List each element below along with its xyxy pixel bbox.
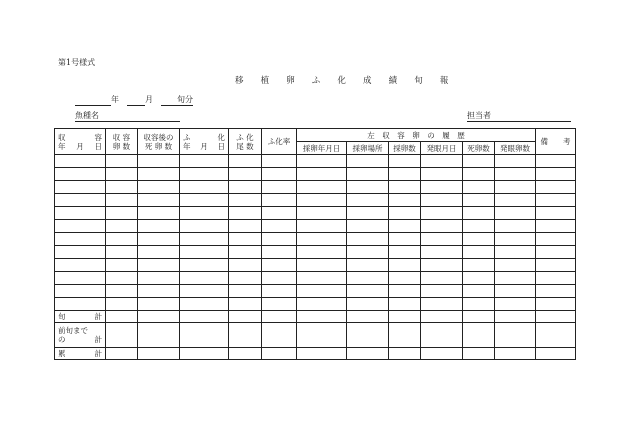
cell[interactable] (229, 194, 262, 207)
header-sub-dead-count: 死卵数 (463, 142, 495, 155)
cell[interactable] (347, 285, 389, 298)
cell[interactable] (297, 298, 347, 311)
header-collected-eggs (106, 129, 138, 155)
cell[interactable] (347, 259, 389, 272)
table-row (55, 272, 576, 285)
cell[interactable] (463, 207, 495, 220)
cell[interactable] (262, 155, 297, 168)
cell[interactable] (297, 285, 347, 298)
cell[interactable] (297, 272, 347, 285)
cell[interactable] (389, 323, 421, 348)
cell[interactable] (138, 194, 180, 207)
header-sub-collection-place: 採卵場所 (347, 142, 389, 155)
cell[interactable] (262, 246, 297, 259)
cell[interactable] (138, 311, 180, 323)
cell[interactable] (180, 272, 229, 285)
cell[interactable] (463, 194, 495, 207)
cell[interactable] (389, 259, 421, 272)
cell[interactable] (229, 259, 262, 272)
cell[interactable] (262, 233, 297, 246)
cell[interactable] (347, 348, 389, 360)
header-hatch-count-line2: 尾 数 (236, 141, 254, 151)
cell[interactable] (389, 348, 421, 360)
cell[interactable] (421, 298, 463, 311)
cell[interactable] (389, 285, 421, 298)
cell[interactable] (297, 348, 347, 360)
cell[interactable] (229, 207, 262, 220)
cell[interactable] (55, 259, 106, 272)
cell[interactable] (347, 311, 389, 323)
cell[interactable] (347, 194, 389, 207)
cell[interactable] (262, 298, 297, 311)
cell[interactable] (347, 168, 389, 181)
cell[interactable] (536, 233, 576, 246)
header-hatch-count-line1: ふ 化 (236, 132, 254, 142)
cell[interactable] (536, 246, 576, 259)
header-hatch-date-line1: ふ 化 (183, 132, 225, 142)
cell[interactable] (262, 194, 297, 207)
table-row (55, 168, 576, 181)
cell[interactable] (536, 194, 576, 207)
cell[interactable] (463, 348, 495, 360)
header-sub-collected-count: 採卵数 (389, 142, 421, 155)
footer-prior-total (55, 323, 106, 348)
table-row (55, 233, 576, 246)
footer-grand-total-label: 累 計 (58, 349, 102, 358)
cell[interactable] (106, 272, 138, 285)
cell[interactable] (106, 311, 138, 323)
cell[interactable] (463, 323, 495, 348)
cell[interactable] (55, 233, 106, 246)
cell[interactable] (421, 155, 463, 168)
header-dead-after (138, 129, 180, 155)
cell[interactable] (536, 311, 576, 323)
cell[interactable] (389, 272, 421, 285)
cell[interactable] (262, 259, 297, 272)
cell[interactable] (495, 155, 536, 168)
table-row (55, 194, 576, 207)
cell[interactable] (495, 285, 536, 298)
cell[interactable] (536, 348, 576, 360)
cell[interactable] (463, 285, 495, 298)
cell[interactable] (421, 272, 463, 285)
cell[interactable] (229, 168, 262, 181)
cell[interactable] (297, 155, 347, 168)
form-number: 第1号様式 (58, 58, 96, 67)
cell[interactable] (536, 272, 576, 285)
cell[interactable] (180, 155, 229, 168)
cell[interactable] (138, 181, 180, 194)
header-collected-eggs-line2: 卵 数 (112, 141, 131, 151)
cell[interactable] (55, 181, 106, 194)
cell[interactable] (106, 168, 138, 181)
header-collection-date-line2: 年 月 日 (58, 141, 102, 151)
cell[interactable] (138, 272, 180, 285)
header-dead-after-line2: 死 卵 数 (144, 141, 173, 151)
table-row (55, 207, 576, 220)
cell[interactable] (389, 207, 421, 220)
cell[interactable] (389, 246, 421, 259)
cell[interactable] (106, 181, 138, 194)
cell[interactable] (138, 168, 180, 181)
cell[interactable] (347, 233, 389, 246)
cell[interactable] (421, 311, 463, 323)
cell[interactable] (138, 233, 180, 246)
header-collection-date-line1: 収 容 (58, 132, 102, 142)
cell[interactable] (495, 168, 536, 181)
cell[interactable] (180, 194, 229, 207)
cell[interactable] (463, 298, 495, 311)
cell[interactable] (262, 207, 297, 220)
cell[interactable] (229, 155, 262, 168)
cell[interactable] (421, 207, 463, 220)
cell[interactable] (463, 272, 495, 285)
cell[interactable] (180, 348, 229, 360)
cell[interactable] (347, 220, 389, 233)
cell[interactable] (536, 155, 576, 168)
table-row (55, 298, 576, 311)
cell[interactable] (180, 207, 229, 220)
table-row (55, 285, 576, 298)
cell[interactable] (421, 194, 463, 207)
cell[interactable] (229, 272, 262, 285)
cell[interactable] (180, 285, 229, 298)
cell[interactable] (262, 348, 297, 360)
cell[interactable] (180, 311, 229, 323)
cell[interactable] (421, 181, 463, 194)
cell[interactable] (262, 323, 297, 348)
header-history-group: 左 収 容 卵 の 履 歴 (297, 129, 536, 142)
cell[interactable] (421, 323, 463, 348)
cell[interactable] (463, 246, 495, 259)
cell[interactable] (106, 246, 138, 259)
cell[interactable] (389, 168, 421, 181)
cell[interactable] (106, 155, 138, 168)
cell[interactable] (180, 298, 229, 311)
header-collected-eggs-line1: 収 容 (112, 132, 131, 142)
cell[interactable] (106, 285, 138, 298)
cell[interactable] (106, 220, 138, 233)
table-row (55, 155, 576, 168)
cell[interactable] (347, 323, 389, 348)
cell[interactable] (389, 155, 421, 168)
cell[interactable] (495, 233, 536, 246)
cell[interactable] (297, 220, 347, 233)
table-row (55, 259, 576, 272)
cell[interactable] (55, 207, 106, 220)
cell[interactable] (421, 259, 463, 272)
header-remarks: 備 考 (536, 129, 576, 155)
cell[interactable] (297, 207, 347, 220)
cell[interactable] (347, 272, 389, 285)
cell[interactable] (495, 246, 536, 259)
cell[interactable] (495, 323, 536, 348)
cell[interactable] (536, 181, 576, 194)
table-body (55, 155, 576, 311)
cell[interactable] (138, 155, 180, 168)
cell[interactable] (347, 207, 389, 220)
cell[interactable] (229, 233, 262, 246)
cell[interactable] (495, 220, 536, 233)
cell[interactable] (495, 348, 536, 360)
cell[interactable] (229, 181, 262, 194)
footer-grand-total (55, 348, 106, 360)
cell[interactable] (495, 194, 536, 207)
cell[interactable] (180, 220, 229, 233)
cell[interactable] (138, 220, 180, 233)
cell[interactable] (138, 285, 180, 298)
cell[interactable] (180, 323, 229, 348)
year-label: 年 (111, 95, 119, 104)
cell[interactable] (229, 285, 262, 298)
cell[interactable] (421, 348, 463, 360)
cell[interactable] (536, 298, 576, 311)
cell[interactable] (536, 207, 576, 220)
header-hatch-count (229, 129, 262, 155)
cell[interactable] (463, 220, 495, 233)
cell[interactable] (55, 298, 106, 311)
cell[interactable] (389, 233, 421, 246)
cell[interactable] (55, 194, 106, 207)
cell[interactable] (138, 207, 180, 220)
cell[interactable] (229, 348, 262, 360)
cell[interactable] (536, 285, 576, 298)
cell[interactable] (389, 181, 421, 194)
cell[interactable] (106, 207, 138, 220)
header-hatch-date (180, 129, 229, 155)
cell[interactable] (463, 311, 495, 323)
cell[interactable] (463, 233, 495, 246)
table-row (55, 181, 576, 194)
cell[interactable] (55, 168, 106, 181)
cell[interactable] (138, 323, 180, 348)
cell[interactable] (495, 259, 536, 272)
cell[interactable] (297, 311, 347, 323)
decade-label: 旬分 (177, 95, 193, 104)
year-blank[interactable] (75, 95, 111, 106)
header-dead-after-line1: 収容後の (143, 132, 174, 142)
cell[interactable] (421, 168, 463, 181)
species-field[interactable] (75, 110, 180, 122)
cell[interactable] (55, 155, 106, 168)
cell[interactable] (389, 298, 421, 311)
cell[interactable] (495, 272, 536, 285)
person-in-charge-label: 担当者 (467, 111, 491, 120)
cell[interactable] (297, 233, 347, 246)
cell[interactable] (297, 194, 347, 207)
month-blank[interactable] (127, 95, 145, 106)
table-row (55, 246, 576, 259)
cell[interactable] (55, 272, 106, 285)
cell[interactable] (297, 181, 347, 194)
cell[interactable] (106, 259, 138, 272)
decade-blank[interactable] (161, 95, 177, 106)
cell[interactable] (463, 168, 495, 181)
cell[interactable] (421, 220, 463, 233)
header-sub-eyed-count: 発眼卵数 (495, 142, 536, 155)
cell[interactable] (262, 168, 297, 181)
cell[interactable] (347, 181, 389, 194)
cell[interactable] (180, 246, 229, 259)
document-title: 移 植 卵 ふ 化 成 績 旬 報 (235, 76, 456, 86)
cell[interactable] (229, 246, 262, 259)
month-label: 月 (145, 95, 153, 104)
cell[interactable] (106, 233, 138, 246)
cell[interactable] (262, 181, 297, 194)
cell[interactable] (138, 298, 180, 311)
cell[interactable] (389, 220, 421, 233)
cell[interactable] (106, 194, 138, 207)
cell[interactable] (536, 220, 576, 233)
cell[interactable] (347, 155, 389, 168)
cell[interactable] (262, 272, 297, 285)
cell[interactable] (229, 220, 262, 233)
cell[interactable] (536, 259, 576, 272)
cell[interactable] (262, 311, 297, 323)
table-row (55, 220, 576, 233)
cell[interactable] (421, 233, 463, 246)
cell[interactable] (495, 207, 536, 220)
cell[interactable] (495, 298, 536, 311)
cell[interactable] (229, 323, 262, 348)
record-table (54, 128, 576, 360)
cell[interactable] (421, 246, 463, 259)
cell[interactable] (297, 323, 347, 348)
cell[interactable] (421, 285, 463, 298)
cell[interactable] (106, 298, 138, 311)
cell[interactable] (495, 311, 536, 323)
cell[interactable] (389, 194, 421, 207)
cell[interactable] (180, 233, 229, 246)
cell[interactable] (347, 298, 389, 311)
header-hatch-rate: ふ化率 (262, 129, 297, 155)
cell[interactable] (297, 168, 347, 181)
cell[interactable] (262, 220, 297, 233)
person-in-charge-field[interactable] (467, 110, 571, 122)
cell[interactable] (463, 155, 495, 168)
cell[interactable] (138, 348, 180, 360)
cell[interactable] (229, 311, 262, 323)
cell[interactable] (536, 323, 576, 348)
cell[interactable] (463, 259, 495, 272)
cell[interactable] (389, 311, 421, 323)
cell[interactable] (262, 285, 297, 298)
cell[interactable] (55, 285, 106, 298)
footer-prior-total-line1: 前旬まで (58, 326, 88, 335)
cell[interactable] (463, 181, 495, 194)
cell[interactable] (180, 259, 229, 272)
cell[interactable] (536, 168, 576, 181)
cell[interactable] (297, 246, 347, 259)
cell[interactable] (138, 259, 180, 272)
footer-decade-total-label: 旬 計 (58, 312, 102, 321)
cell[interactable] (55, 246, 106, 259)
cell[interactable] (180, 168, 229, 181)
period-line (75, 94, 193, 106)
footer-decade-total (55, 311, 106, 323)
header-sub-collection-date: 採卵年月日 (297, 142, 347, 155)
species-label: 魚種名 (75, 111, 99, 120)
cell[interactable] (138, 246, 180, 259)
cell[interactable] (297, 259, 347, 272)
cell[interactable] (106, 323, 138, 348)
cell[interactable] (55, 220, 106, 233)
cell[interactable] (229, 298, 262, 311)
footer-prior-total-line2: の 計 (58, 335, 102, 344)
cell[interactable] (106, 348, 138, 360)
header-hatch-date-line2: 年 月 日 (183, 141, 225, 151)
header-sub-eyed-date: 発眼月日 (421, 142, 463, 155)
cell[interactable] (180, 181, 229, 194)
header-collection-date (55, 129, 106, 155)
cell[interactable] (347, 246, 389, 259)
cell[interactable] (495, 181, 536, 194)
